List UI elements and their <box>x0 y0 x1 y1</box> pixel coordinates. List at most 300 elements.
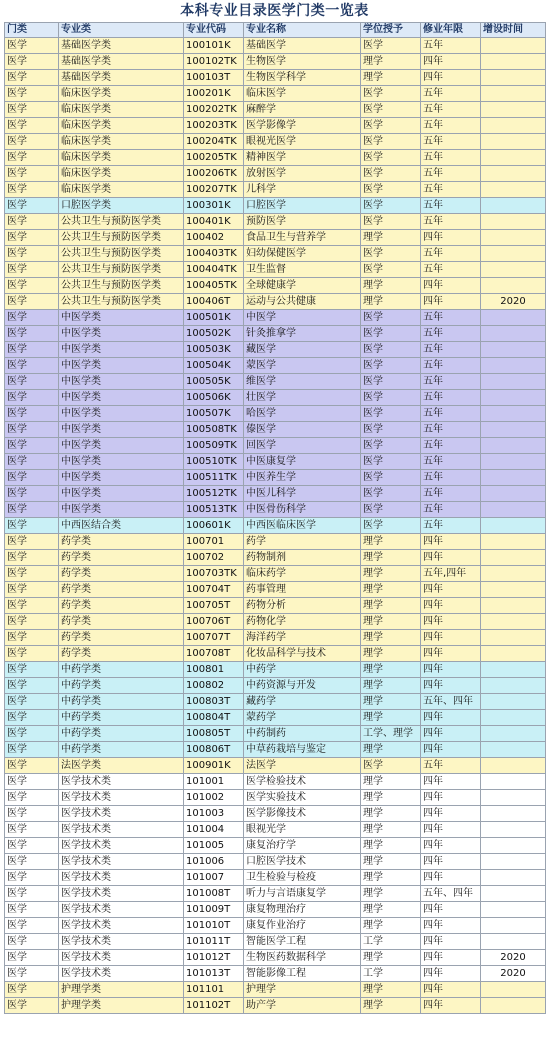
cell-major-code: 100506K <box>184 390 244 406</box>
cell-major-code: 100805T <box>184 726 244 742</box>
cell-major-class: 中药学类 <box>59 662 184 678</box>
cell-added-year <box>481 694 546 710</box>
cell-major-class: 临床医学类 <box>59 118 184 134</box>
cell-degree: 理学 <box>361 694 421 710</box>
header-major-code: 专业代码 <box>184 23 244 38</box>
cell-degree: 工学、理学 <box>361 726 421 742</box>
table-row <box>5 982 546 998</box>
cell-major-name: 儿科学 <box>244 182 361 198</box>
cell-major-name: 维医学 <box>244 374 361 390</box>
cell-degree: 理学 <box>361 630 421 646</box>
cell-major-code: 100503K <box>184 342 244 358</box>
cell-major-name: 中草药栽培与鉴定 <box>244 742 361 758</box>
cell-added-year <box>481 614 546 630</box>
cell-degree: 工学 <box>361 934 421 950</box>
page-title: 本科专业目录医学门类一览表 <box>180 3 369 19</box>
table-row <box>5 166 546 182</box>
table-row <box>5 790 546 806</box>
cell-category: 医学 <box>5 950 59 966</box>
table-row <box>5 598 546 614</box>
cell-added-year <box>481 438 546 454</box>
cell-major-name: 康复治疗学 <box>244 838 361 854</box>
cell-major-code: 101010T <box>184 918 244 934</box>
cell-degree: 医学 <box>361 182 421 198</box>
table-row <box>5 278 546 294</box>
cell-degree: 理学 <box>361 278 421 294</box>
cell-major-class: 中医学类 <box>59 486 184 502</box>
cell-major-name: 妇幼保健医学 <box>244 246 361 262</box>
cell-degree: 理学 <box>361 886 421 902</box>
cell-degree: 医学 <box>361 518 421 534</box>
table-row <box>5 134 546 150</box>
table-body <box>5 38 546 1014</box>
cell-degree: 医学 <box>361 134 421 150</box>
cell-category: 医学 <box>5 86 59 102</box>
cell-duration: 四年 <box>421 230 481 246</box>
cell-major-class: 中药学类 <box>59 710 184 726</box>
cell-category: 医学 <box>5 134 59 150</box>
cell-degree: 理学 <box>361 710 421 726</box>
cell-major-name: 麻醉学 <box>244 102 361 118</box>
table-row <box>5 998 546 1014</box>
cell-major-class: 公共卫生与预防医学类 <box>59 214 184 230</box>
header-row <box>5 23 546 38</box>
cell-category: 医学 <box>5 678 59 694</box>
cell-major-code: 100102TK <box>184 54 244 70</box>
cell-major-code: 100705T <box>184 598 244 614</box>
cell-category: 医学 <box>5 246 59 262</box>
cell-degree: 理学 <box>361 678 421 694</box>
cell-added-year <box>481 214 546 230</box>
cell-major-class: 中药学类 <box>59 678 184 694</box>
table-row <box>5 806 546 822</box>
cell-degree: 理学 <box>361 854 421 870</box>
cell-major-class: 医学技术类 <box>59 870 184 886</box>
cell-category: 医学 <box>5 422 59 438</box>
cell-added-year <box>481 630 546 646</box>
cell-major-class: 中医学类 <box>59 438 184 454</box>
cell-major-name: 化妆品科学与技术 <box>244 646 361 662</box>
table-row <box>5 630 546 646</box>
cell-major-code: 100901K <box>184 758 244 774</box>
cell-degree: 医学 <box>361 358 421 374</box>
cell-major-name: 生物医学科学 <box>244 70 361 86</box>
cell-degree: 理学 <box>361 534 421 550</box>
cell-duration: 五年、四年 <box>421 694 481 710</box>
cell-major-class: 药学类 <box>59 582 184 598</box>
table-row <box>5 310 546 326</box>
cell-major-code: 100403TK <box>184 246 244 262</box>
table-row <box>5 758 546 774</box>
cell-duration: 五年 <box>421 422 481 438</box>
cell-major-class: 法医学类 <box>59 758 184 774</box>
cell-added-year <box>481 470 546 486</box>
cell-major-class: 医学技术类 <box>59 774 184 790</box>
table-row <box>5 390 546 406</box>
cell-category: 医学 <box>5 102 59 118</box>
cell-major-class: 医学技术类 <box>59 854 184 870</box>
cell-category: 医学 <box>5 438 59 454</box>
cell-added-year <box>481 998 546 1014</box>
cell-category: 医学 <box>5 406 59 422</box>
cell-major-class: 药学类 <box>59 550 184 566</box>
cell-degree: 工学 <box>361 966 421 982</box>
cell-added-year <box>481 726 546 742</box>
cell-added-year <box>481 134 546 150</box>
cell-major-class: 医学技术类 <box>59 838 184 854</box>
cell-major-class: 基础医学类 <box>59 38 184 54</box>
table-row <box>5 470 546 486</box>
cell-degree: 理学 <box>361 822 421 838</box>
table-row <box>5 374 546 390</box>
cell-duration: 五年 <box>421 358 481 374</box>
cell-degree: 理学 <box>361 918 421 934</box>
cell-added-year <box>481 534 546 550</box>
cell-category: 医学 <box>5 198 59 214</box>
cell-major-class: 药学类 <box>59 534 184 550</box>
cell-major-class: 临床医学类 <box>59 86 184 102</box>
cell-major-code: 100406T <box>184 294 244 310</box>
cell-degree: 医学 <box>361 150 421 166</box>
cell-duration: 五年 <box>421 342 481 358</box>
cell-major-name: 药事管理 <box>244 582 361 598</box>
cell-major-code: 100401K <box>184 214 244 230</box>
cell-major-class: 临床医学类 <box>59 134 184 150</box>
cell-added-year <box>481 262 546 278</box>
table-row <box>5 438 546 454</box>
cell-degree: 理学 <box>361 790 421 806</box>
cell-degree: 医学 <box>361 38 421 54</box>
table-row <box>5 838 546 854</box>
cell-category: 医学 <box>5 902 59 918</box>
cell-degree: 理学 <box>361 902 421 918</box>
cell-degree: 理学 <box>361 614 421 630</box>
cell-duration: 四年 <box>421 902 481 918</box>
cell-major-class: 临床医学类 <box>59 102 184 118</box>
table-row <box>5 54 546 70</box>
cell-added-year <box>481 422 546 438</box>
cell-category: 医学 <box>5 566 59 582</box>
table-row <box>5 966 546 982</box>
header-degree: 学位授予 <box>361 23 421 38</box>
cell-added-year <box>481 454 546 470</box>
cell-major-code: 100405TK <box>184 278 244 294</box>
cell-duration: 五年 <box>421 470 481 486</box>
table-row <box>5 678 546 694</box>
cell-degree: 医学 <box>361 438 421 454</box>
cell-degree: 医学 <box>361 406 421 422</box>
cell-duration: 五年 <box>421 182 481 198</box>
cell-major-class: 中医学类 <box>59 454 184 470</box>
cell-major-class: 中医学类 <box>59 310 184 326</box>
cell-major-name: 医学检验技术 <box>244 774 361 790</box>
cell-major-class: 护理学类 <box>59 982 184 998</box>
cell-duration: 四年 <box>421 598 481 614</box>
cell-major-class: 医学技术类 <box>59 822 184 838</box>
cell-degree: 理学 <box>361 806 421 822</box>
cell-degree: 理学 <box>361 662 421 678</box>
table-row <box>5 614 546 630</box>
cell-degree: 医学 <box>361 86 421 102</box>
cell-duration: 四年 <box>421 998 481 1014</box>
cell-category: 医学 <box>5 710 59 726</box>
cell-major-class: 中医学类 <box>59 406 184 422</box>
cell-major-class: 公共卫生与预防医学类 <box>59 230 184 246</box>
cell-category: 医学 <box>5 70 59 86</box>
cell-major-class: 中药学类 <box>59 726 184 742</box>
table-row <box>5 246 546 262</box>
table-row <box>5 566 546 582</box>
cell-major-code: 100404TK <box>184 262 244 278</box>
cell-category: 医学 <box>5 262 59 278</box>
table-row <box>5 214 546 230</box>
cell-category: 医学 <box>5 870 59 886</box>
cell-category: 医学 <box>5 614 59 630</box>
cell-major-code: 100706T <box>184 614 244 630</box>
cell-added-year <box>481 854 546 870</box>
cell-major-name: 中医康复学 <box>244 454 361 470</box>
table-row <box>5 230 546 246</box>
cell-duration: 四年 <box>421 934 481 950</box>
cell-major-code: 100704T <box>184 582 244 598</box>
cell-duration: 四年 <box>421 774 481 790</box>
cell-major-class: 中医学类 <box>59 374 184 390</box>
cell-added-year <box>481 758 546 774</box>
cell-added-year <box>481 774 546 790</box>
cell-major-name: 药物分析 <box>244 598 361 614</box>
cell-degree: 理学 <box>361 54 421 70</box>
cell-duration: 五年 <box>421 758 481 774</box>
cell-category: 医学 <box>5 630 59 646</box>
cell-major-name: 海洋药学 <box>244 630 361 646</box>
cell-added-year <box>481 582 546 598</box>
cell-major-name: 藏医学 <box>244 342 361 358</box>
cell-added-year <box>481 662 546 678</box>
cell-major-class: 药学类 <box>59 598 184 614</box>
cell-major-name: 傣医学 <box>244 422 361 438</box>
cell-major-code: 101008T <box>184 886 244 902</box>
cell-duration: 五年 <box>421 262 481 278</box>
table-row <box>5 70 546 86</box>
cell-major-name: 卫生监督 <box>244 262 361 278</box>
cell-duration: 五年 <box>421 406 481 422</box>
cell-category: 医学 <box>5 998 59 1014</box>
cell-major-name: 壮医学 <box>244 390 361 406</box>
cell-major-class: 中医学类 <box>59 342 184 358</box>
table-row <box>5 726 546 742</box>
cell-category: 医学 <box>5 694 59 710</box>
cell-major-name: 智能影像工程 <box>244 966 361 982</box>
cell-added-year <box>481 230 546 246</box>
table-row <box>5 774 546 790</box>
cell-major-name: 医学影像学 <box>244 118 361 134</box>
cell-added-year <box>481 374 546 390</box>
cell-major-name: 临床医学 <box>244 86 361 102</box>
cell-category: 医学 <box>5 166 59 182</box>
cell-category: 医学 <box>5 310 59 326</box>
cell-category: 医学 <box>5 806 59 822</box>
cell-major-code: 100206TK <box>184 166 244 182</box>
cell-duration: 四年 <box>421 742 481 758</box>
cell-duration: 五年 <box>421 166 481 182</box>
cell-major-name: 中医儿科学 <box>244 486 361 502</box>
cell-major-code: 100202TK <box>184 102 244 118</box>
cell-major-class: 中医学类 <box>59 326 184 342</box>
cell-major-name: 哈医学 <box>244 406 361 422</box>
cell-category: 医学 <box>5 54 59 70</box>
cell-added-year <box>481 742 546 758</box>
cell-degree: 理学 <box>361 70 421 86</box>
cell-category: 医学 <box>5 342 59 358</box>
cell-added-year <box>481 198 546 214</box>
cell-added-year <box>481 870 546 886</box>
cell-major-code: 100806T <box>184 742 244 758</box>
cell-duration: 四年 <box>421 790 481 806</box>
cell-added-year <box>481 246 546 262</box>
cell-degree: 医学 <box>361 486 421 502</box>
cell-category: 医学 <box>5 742 59 758</box>
cell-major-code: 101102T <box>184 998 244 1014</box>
table-row <box>5 358 546 374</box>
cell-major-code: 100505K <box>184 374 244 390</box>
cell-degree: 理学 <box>361 838 421 854</box>
table-row <box>5 870 546 886</box>
cell-duration: 五年 <box>421 518 481 534</box>
cell-major-code: 100101K <box>184 38 244 54</box>
cell-degree: 理学 <box>361 550 421 566</box>
cell-category: 医学 <box>5 454 59 470</box>
cell-major-class: 医学技术类 <box>59 934 184 950</box>
cell-major-name: 医学实验技术 <box>244 790 361 806</box>
table-row <box>5 534 546 550</box>
cell-major-code: 101007 <box>184 870 244 886</box>
cell-major-class: 中西医结合类 <box>59 518 184 534</box>
cell-category: 医学 <box>5 278 59 294</box>
cell-category: 医学 <box>5 774 59 790</box>
cell-major-class: 基础医学类 <box>59 54 184 70</box>
cell-added-year <box>481 310 546 326</box>
cell-major-class: 医学技术类 <box>59 950 184 966</box>
header-category: 门类 <box>5 23 59 38</box>
table-row <box>5 406 546 422</box>
cell-degree: 医学 <box>361 374 421 390</box>
cell-category: 医学 <box>5 790 59 806</box>
cell-added-year <box>481 934 546 950</box>
table-row <box>5 454 546 470</box>
cell-added-year <box>481 598 546 614</box>
cell-major-class: 医学技术类 <box>59 966 184 982</box>
cell-duration: 四年 <box>421 982 481 998</box>
cell-degree: 理学 <box>361 230 421 246</box>
cell-major-code: 100509TK <box>184 438 244 454</box>
cell-degree: 医学 <box>361 262 421 278</box>
cell-duration: 五年 <box>421 310 481 326</box>
cell-category: 医学 <box>5 646 59 662</box>
cell-added-year <box>481 902 546 918</box>
cell-major-code: 100708T <box>184 646 244 662</box>
cell-major-name: 蒙药学 <box>244 710 361 726</box>
cell-duration: 五年 <box>421 198 481 214</box>
cell-category: 医学 <box>5 38 59 54</box>
cell-duration: 五年 <box>421 246 481 262</box>
cell-duration: 五年 <box>421 38 481 54</box>
cell-major-name: 食品卫生与营养学 <box>244 230 361 246</box>
cell-degree: 医学 <box>361 454 421 470</box>
cell-major-name: 口腔医学技术 <box>244 854 361 870</box>
cell-major-code: 101001 <box>184 774 244 790</box>
cell-major-class: 护理学类 <box>59 998 184 1014</box>
cell-major-class: 药学类 <box>59 566 184 582</box>
cell-major-class: 中医学类 <box>59 502 184 518</box>
cell-category: 医学 <box>5 550 59 566</box>
cell-category: 医学 <box>5 662 59 678</box>
cell-major-code: 100301K <box>184 198 244 214</box>
cell-category: 医学 <box>5 598 59 614</box>
cell-major-name: 运动与公共健康 <box>244 294 361 310</box>
cell-degree: 理学 <box>361 646 421 662</box>
cell-added-year <box>481 502 546 518</box>
header-major-class: 专业类 <box>59 23 184 38</box>
cell-duration: 四年 <box>421 294 481 310</box>
cell-degree: 理学 <box>361 774 421 790</box>
cell-major-name: 中医骨伤科学 <box>244 502 361 518</box>
cell-added-year <box>481 982 546 998</box>
table-row <box>5 262 546 278</box>
cell-added-year <box>481 486 546 502</box>
cell-major-name: 预防医学 <box>244 214 361 230</box>
cell-added-year <box>481 886 546 902</box>
cell-degree: 医学 <box>361 246 421 262</box>
table-header <box>5 23 546 38</box>
cell-major-class: 口腔医学类 <box>59 198 184 214</box>
cell-degree: 理学 <box>361 294 421 310</box>
table-row <box>5 662 546 678</box>
cell-category: 医学 <box>5 182 59 198</box>
cell-category: 医学 <box>5 502 59 518</box>
cell-added-year <box>481 150 546 166</box>
cell-major-name: 基础医学 <box>244 38 361 54</box>
cell-major-class: 医学技术类 <box>59 902 184 918</box>
cell-duration: 五年 <box>421 454 481 470</box>
cell-category: 医学 <box>5 374 59 390</box>
cell-major-code: 100512TK <box>184 486 244 502</box>
cell-added-year <box>481 838 546 854</box>
table-row <box>5 950 546 966</box>
cell-duration: 五年 <box>421 502 481 518</box>
cell-major-code: 100513TK <box>184 502 244 518</box>
cell-major-code: 100802 <box>184 678 244 694</box>
cell-category: 医学 <box>5 326 59 342</box>
cell-major-code: 100103T <box>184 70 244 86</box>
cell-added-year <box>481 918 546 934</box>
cell-major-name: 眼视光医学 <box>244 134 361 150</box>
cell-major-class: 临床医学类 <box>59 150 184 166</box>
cell-duration: 五年 <box>421 374 481 390</box>
cell-major-class: 公共卫生与预防医学类 <box>59 262 184 278</box>
table-row <box>5 854 546 870</box>
cell-degree: 医学 <box>361 198 421 214</box>
cell-added-year <box>481 390 546 406</box>
cell-category: 医学 <box>5 918 59 934</box>
cell-major-code: 100511TK <box>184 470 244 486</box>
table-row <box>5 646 546 662</box>
cell-major-class: 中药学类 <box>59 742 184 758</box>
table-row <box>5 102 546 118</box>
cell-major-code: 101004 <box>184 822 244 838</box>
table-row <box>5 822 546 838</box>
cell-degree: 医学 <box>361 502 421 518</box>
cell-duration: 四年 <box>421 966 481 982</box>
